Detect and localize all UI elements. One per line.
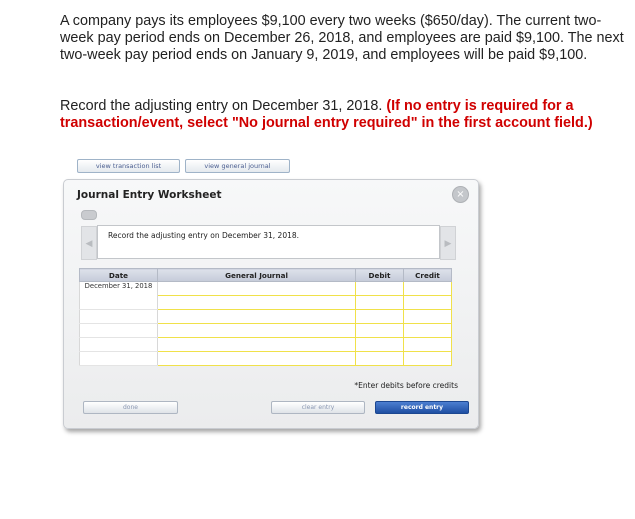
journal-entry-worksheet-panel (63, 179, 479, 429)
credit-input[interactable] (404, 324, 452, 338)
table-row (80, 282, 452, 296)
debit-input[interactable] (356, 310, 404, 324)
next-arrow-icon[interactable]: ▶ (440, 226, 456, 260)
journal-entry-table (79, 268, 452, 366)
question-paragraph-2 (60, 98, 630, 132)
credit-input[interactable] (404, 282, 452, 296)
account-input[interactable] (158, 352, 356, 366)
table-row (80, 352, 452, 366)
instruction-text: Record the adjusting entry on December 31, 2018. (108, 231, 300, 240)
view-general-journal-button[interactable]: view general journal (185, 159, 290, 173)
table-row (80, 338, 452, 352)
column-header-credit: Credit (404, 269, 452, 282)
account-input[interactable] (158, 310, 356, 324)
worksheet-title: Journal Entry Worksheet (77, 189, 222, 201)
column-header-debit: Debit (356, 269, 404, 282)
date-cell (80, 310, 158, 324)
question-paragraph-1: A company pays its employees $9,100 every two weeks ($650/day). The current two-week pay period ends on December 26, 2018, and employees are paid $9,100. The next two-week pay period ends on January 9, 2019, and employees will be paid $9,100. (60, 13, 624, 63)
debit-input[interactable] (356, 296, 404, 310)
question-note-red: (If no entry is required for a transaction/event, select "No journal entry required" in the first account field.) (60, 98, 593, 131)
table-row (80, 310, 452, 324)
account-input[interactable] (158, 282, 356, 296)
column-header-general-journal: General Journal (158, 269, 356, 282)
debit-input[interactable] (356, 352, 404, 366)
account-input[interactable] (158, 338, 356, 352)
debit-input[interactable] (356, 338, 404, 352)
close-icon[interactable]: × (452, 186, 469, 203)
debit-input[interactable] (356, 324, 404, 338)
table-row (80, 324, 452, 338)
question-instruction: Record the adjusting entry on December 31, 2018. (60, 98, 383, 114)
prev-arrow-icon[interactable]: ◀ (81, 226, 97, 260)
instruction-box (97, 225, 440, 259)
date-cell (80, 338, 158, 352)
account-input[interactable] (158, 296, 356, 310)
column-header-date: Date (80, 269, 158, 282)
date-cell (80, 324, 158, 338)
debits-before-credits-note: *Enter debits before credits (354, 381, 458, 390)
clear-entry-button[interactable]: clear entry (271, 401, 365, 414)
view-transaction-list-button[interactable]: view transaction list (77, 159, 180, 173)
done-button[interactable]: done (83, 401, 178, 414)
debit-input[interactable] (356, 282, 404, 296)
record-entry-button[interactable]: record entry (375, 401, 469, 414)
credit-input[interactable] (404, 296, 452, 310)
entry-tab-indicator[interactable] (81, 210, 97, 220)
account-input[interactable] (158, 324, 356, 338)
entry-date: December 31, 2018 (80, 282, 158, 310)
credit-input[interactable] (404, 310, 452, 324)
credit-input[interactable] (404, 352, 452, 366)
credit-input[interactable] (404, 338, 452, 352)
date-cell (80, 352, 158, 366)
